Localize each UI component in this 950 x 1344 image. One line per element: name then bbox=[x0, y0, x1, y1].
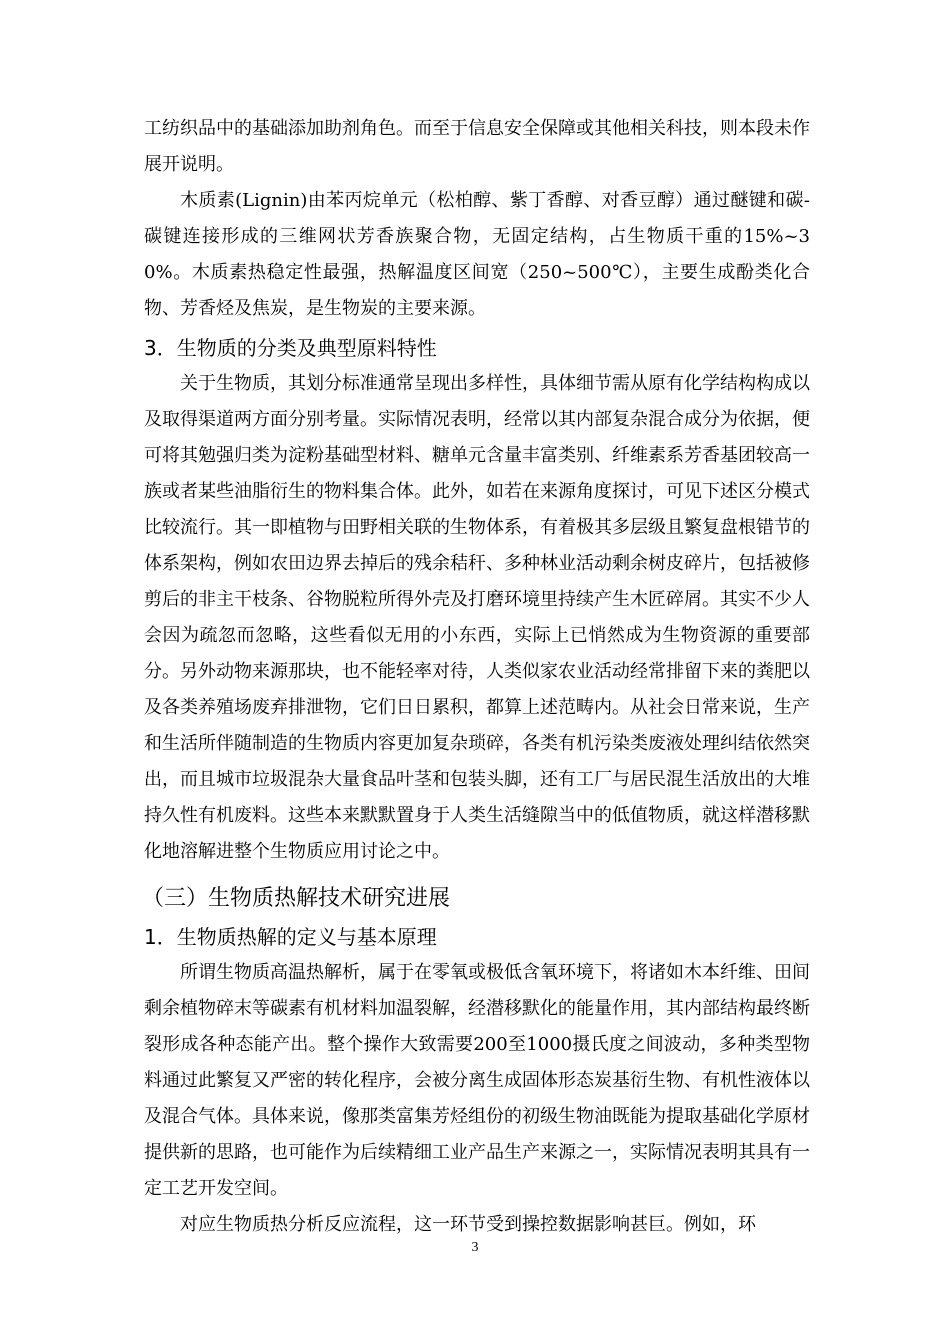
paragraph-classification: 关于生物质，其划分标准通常呈现出多样性，具体细节需从原有化学结构构成以及取得渠道两方面分别考量。实际情况表明，经常以其内部复杂混合成分为依据，便可将其勉强归类为淀粉基础型材料、糖单元含量丰富类别、纤维素系芳香基团较高一族或者某些油脂衍生的物料集合体。此外，如若在来源角度探讨，可见下述区分模式比较流行。其一即植物与田野相关联的生物体系，有着极其多层级且繁复盘根错节的体系架构，例如农田边界去掉后的残余秸秆、多种林业活动剩余树皮碎片，包括被修剪后的非主干枝条、谷物脱粒所得外壳及打磨环境里持续产生木匠碎屑。其实不少人会因为疏忽而忽略，这些看似无用的小东西，实际上已悄然成为生物资源的重要部分。另外动物来源那块，也不能轻率对待，人类似家农业活动经常排留下来的粪肥以及各类养殖场废弃排泄物，它们日日累积，都算上述范畴内。从社会日常来说，生产和生活所伴随制造的生物质内容更加复杂琐碎，各类有机污染类废液处理纠结依然突出，而且城市垃圾混杂大量食品叶茎和包装头脚，还有工厂与居民混生活放出的大堆持久性有机废料。这些本来默默置身于人类生活缝隙当中的低值物质，就这样潜移默化地溶解进整个生物质应用讨论之中。 bbox=[144, 373, 810, 862]
page-number: 3 bbox=[471, 1240, 479, 1255]
section-heading-pyrolysis: （三）生物质热解技术研究进展 bbox=[142, 886, 451, 911]
paragraph-definition: 所谓生物质高温热解析，属于在零氧或极低含氧环境下，将诸如木本纤维、田间剩余植物碎末等碳素有机材料加温裂解，经潜移默化的能量作用，其内部结构最终断裂形成各种态能产出。整个操作大致需要200至1000摄氏度之间波动，多种类型物料通过此繁复又严密的转化程序，会被分离生成固体形态炭基衍生物、有机性液体以及混合气体。具体来说，像那类富集芳烃组份的初级生物油既能为提取基础化学原材提供新的思路，也可能作为后续精细工业产品生产来源之一，实际情况表明其具有一定工艺开发空间。 bbox=[144, 962, 810, 1199]
page-body bbox=[144, 111, 810, 1243]
paragraph-process: 对应生物质热分析反应流程，这一环节受到操控数据影响甚巨。例如，环 bbox=[180, 1214, 756, 1235]
subheading-definition: 1．生物质热解的定义与基本原理 bbox=[144, 925, 437, 949]
paragraph-continuation: 工纺织品中的基础添加助剂角色。而至于信息安全保障或其他相关科技，则本段未作展开说明。 bbox=[144, 118, 810, 175]
subheading-classification: 3．生物质的分类及典型原料特性 bbox=[144, 336, 437, 360]
paragraph-lignin: 木质素(Lignin)由苯丙烷单元（松柏醇、紫丁香醇、对香豆醇）通过醚键和碳-碳键连接形成的三维网状芳香族聚合物，无固定结构，占生物质干重的15%~30%。木质素热稳定性最强，热解温度区间宽（250~500℃），主要生成酚类化合物、芳香烃及焦炭，是生物炭的主要来源。 bbox=[144, 190, 810, 319]
